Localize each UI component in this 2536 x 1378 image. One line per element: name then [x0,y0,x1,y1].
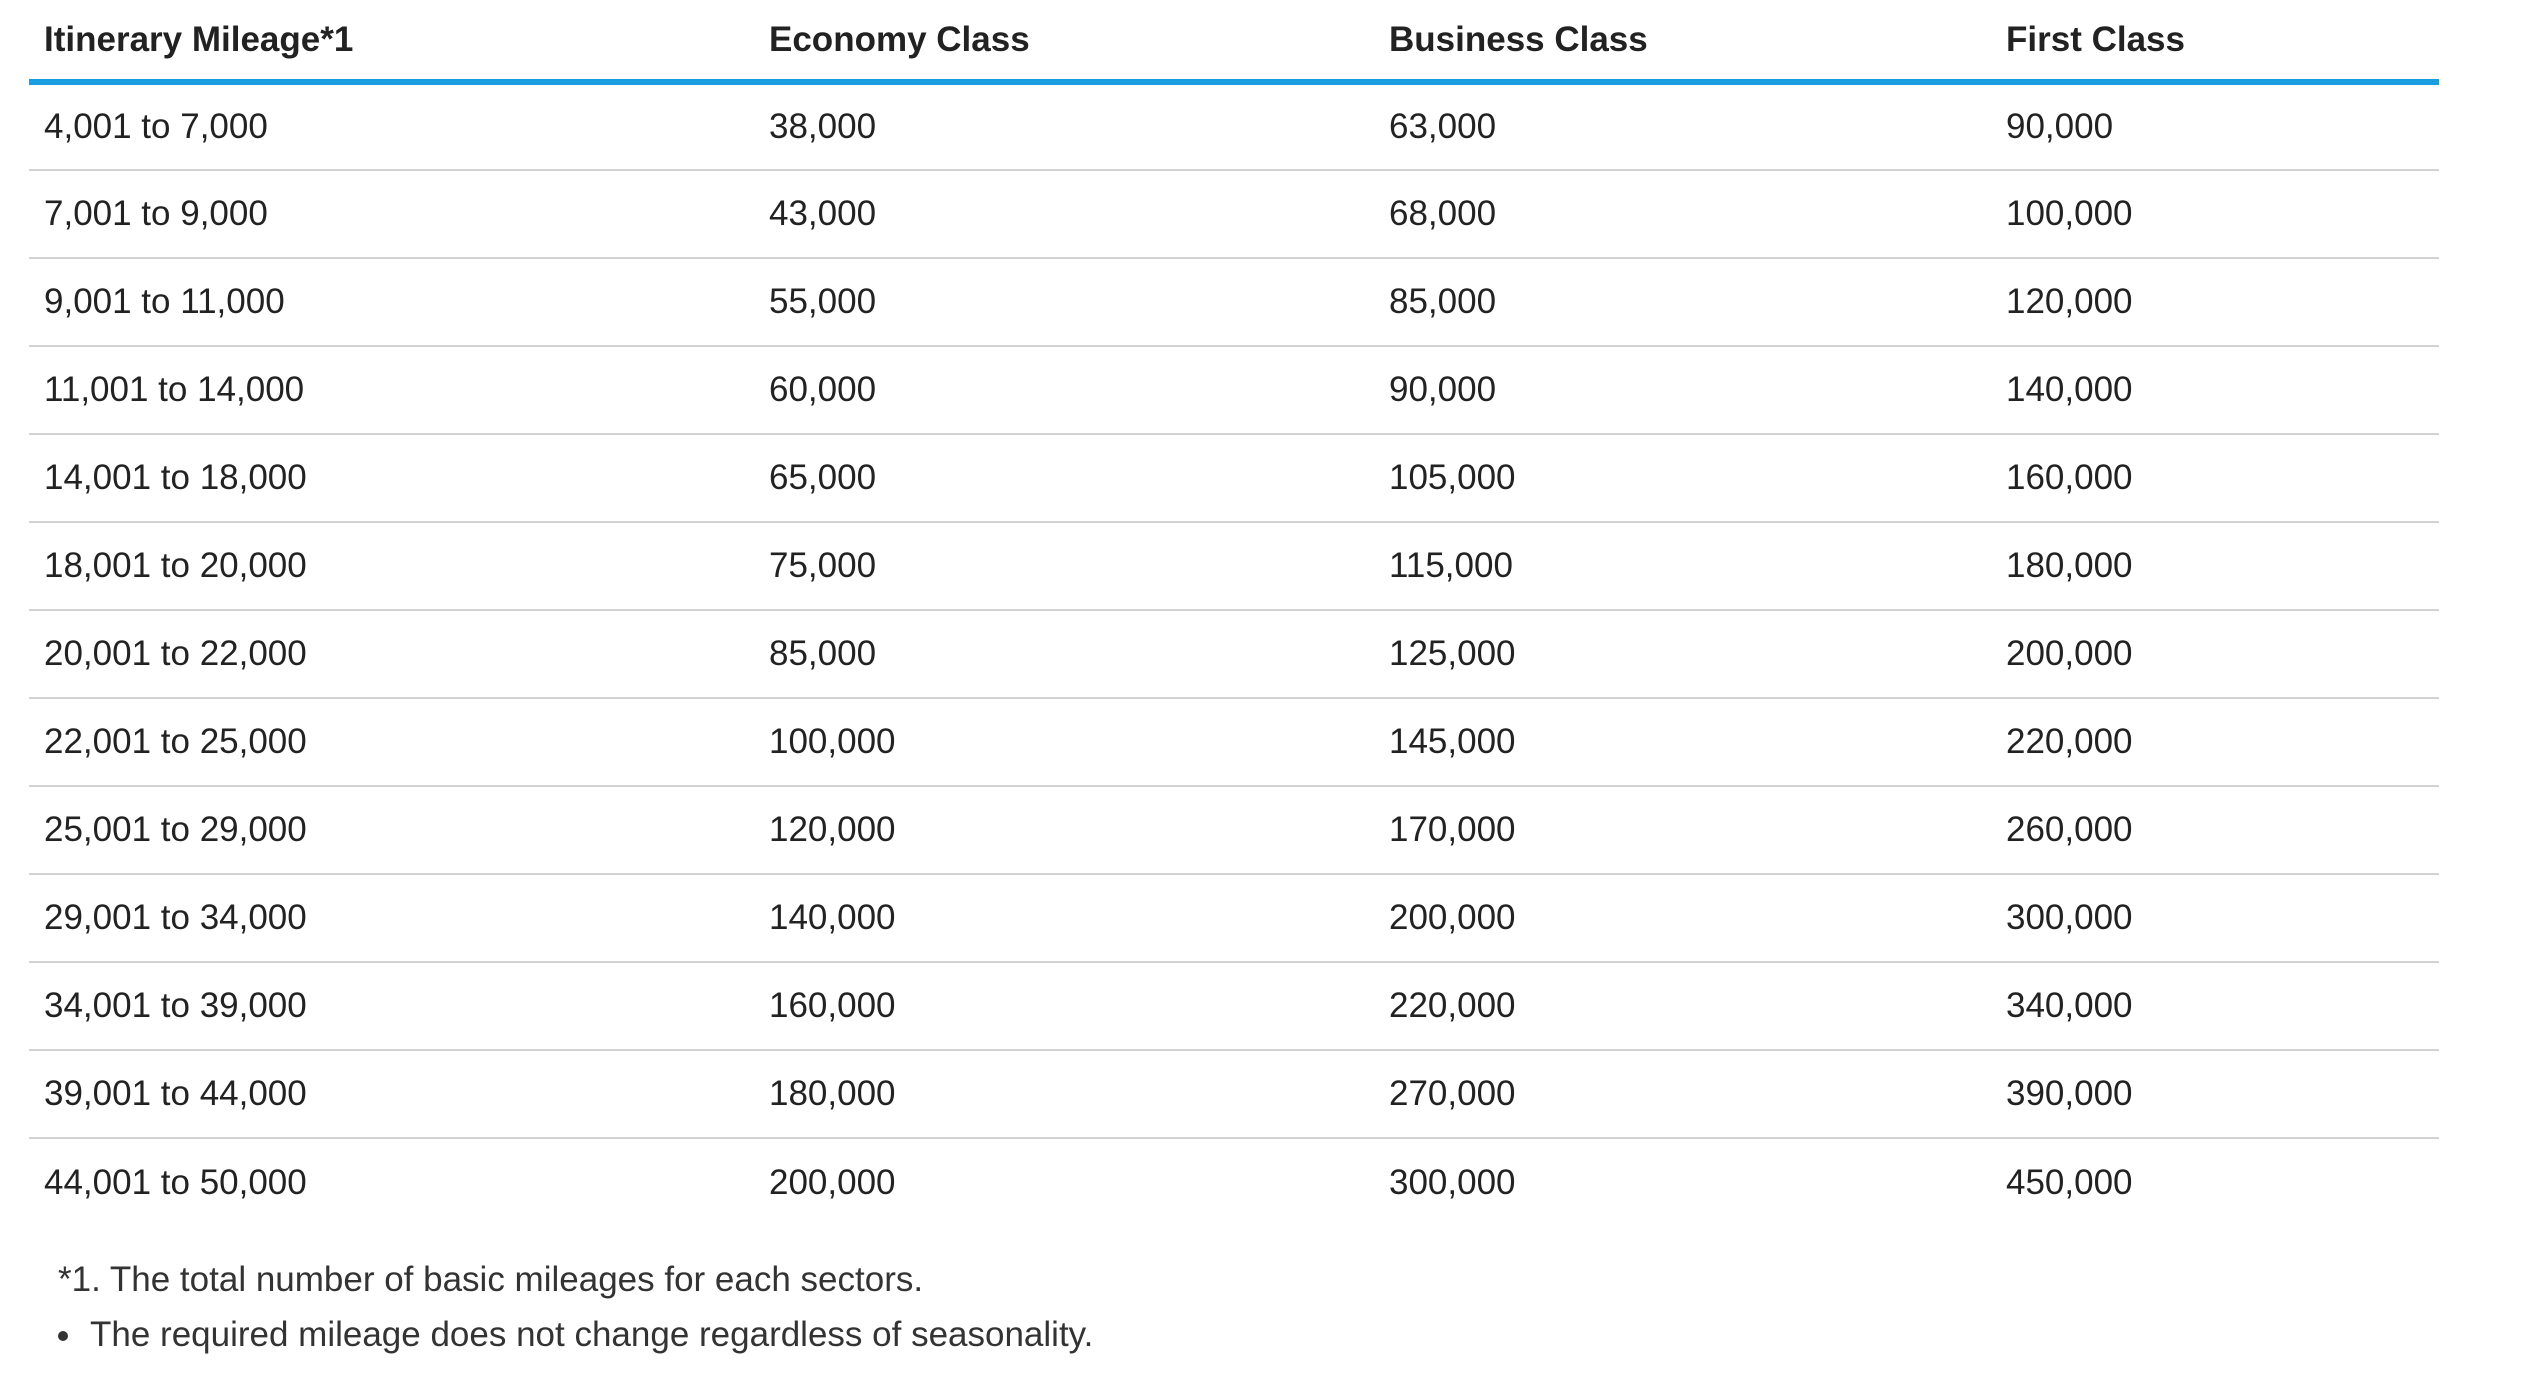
cell-business-class: 125,000 [1374,610,1991,698]
cell-economy-class: 180,000 [754,1050,1374,1138]
table-row [29,82,2439,170]
bullet-dot-icon [58,1331,68,1341]
cell-business-class: 200,000 [1374,874,1991,962]
cell-itinerary-mileage: 11,001 to 14,000 [29,346,754,434]
cell-first-class: 450,000 [2006,1162,2133,1202]
cell-first-class: 260,000 [1991,786,2439,874]
cell-business-class: 90,000 [1374,346,1991,434]
table-header-row [29,0,2439,82]
cell-first-class: 340,000 [1991,962,2439,1050]
cell-first-class: 140,000 [1991,346,2439,434]
table-row [29,522,2439,610]
mileage-table-container [29,0,2439,1226]
cell-business-class: 220,000 [1374,962,1991,1050]
table-notes [58,1252,1858,1362]
cell-first-class: 90,000 [1991,82,2439,170]
cell-business-class: 63,000 [1374,82,1991,170]
cell-itinerary-mileage: 18,001 to 20,000 [29,522,754,610]
header-first-class: First Class [1991,0,2439,82]
cell-itinerary-mileage: 39,001 to 44,000 [29,1050,754,1138]
table-row [29,258,2439,346]
cell-business-class: 300,000 [1389,1162,1516,1202]
header-economy-class: Economy Class [754,0,1374,82]
table-row [29,698,2439,786]
cell-first-class: 120,000 [1991,258,2439,346]
cell-business-class: 145,000 [1374,698,1991,786]
table-body [29,82,2439,1226]
cell-economy-class: 55,000 [754,258,1374,346]
cell-itinerary-mileage: 9,001 to 11,000 [29,258,754,346]
table-row [29,1050,2439,1138]
cell-economy-class: 120,000 [754,786,1374,874]
cell-business-class: 170,000 [1374,786,1991,874]
cell-business-class: 85,000 [1374,258,1991,346]
cell-first-class: 160,000 [1991,434,2439,522]
cell-itinerary-mileage: 4,001 to 7,000 [29,82,754,170]
header-itinerary-mileage: Itinerary Mileage*1 [29,0,754,82]
cell-economy-class: 43,000 [754,170,1374,258]
footnote-text: *1. The total number of basic mileages for each sectors. [58,1260,924,1299]
cell-first-class: 100,000 [1991,170,2439,258]
cell-economy-class: 85,000 [754,610,1374,698]
cell-first-class: 200,000 [1991,610,2439,698]
cell-economy-class: 160,000 [754,962,1374,1050]
table-row [29,346,2439,434]
cell-itinerary-mileage: 22,001 to 25,000 [29,698,754,786]
table-row [29,434,2439,522]
award-mileage-table [29,0,2439,1226]
table-row [29,1138,2439,1226]
cell-itinerary-mileage: 29,001 to 34,000 [29,874,754,962]
table-row [29,874,2439,962]
table-row [29,170,2439,258]
cell-first-class: 220,000 [1991,698,2439,786]
cell-first-class: 300,000 [1991,874,2439,962]
notes-bullet-list [58,1307,1858,1362]
cell-business-class: 105,000 [1374,434,1991,522]
cell-first-class: 390,000 [1991,1050,2439,1138]
cell-itinerary-mileage: 20,001 to 22,000 [29,610,754,698]
cell-economy-class: 200,000 [769,1162,896,1202]
cell-economy-class: 100,000 [754,698,1374,786]
cell-business-class: 68,000 [1374,170,1991,258]
bullet-item [58,1307,1858,1362]
table-row [29,962,2439,1050]
cell-first-class: 180,000 [1991,522,2439,610]
cell-itinerary-mileage: 34,001 to 39,000 [29,962,754,1050]
cell-economy-class: 60,000 [754,346,1374,434]
cell-itinerary-mileage: 14,001 to 18,000 [29,434,754,522]
cell-itinerary-mileage: 7,001 to 9,000 [29,170,754,258]
cell-itinerary-mileage: 44,001 to 50,000 [44,1162,307,1202]
cell-business-class: 115,000 [1374,522,1991,610]
cell-business-class: 270,000 [1374,1050,1991,1138]
table-row [29,610,2439,698]
cell-economy-class: 140,000 [754,874,1374,962]
table-row [29,786,2439,874]
cell-itinerary-mileage: 25,001 to 29,000 [29,786,754,874]
cell-economy-class: 75,000 [754,522,1374,610]
header-business-class: Business Class [1374,0,1991,82]
cell-economy-class: 65,000 [754,434,1374,522]
cell-economy-class: 38,000 [754,82,1374,170]
bullet-text: The required mileage does not change regardless of seasonality. [90,1315,1094,1354]
